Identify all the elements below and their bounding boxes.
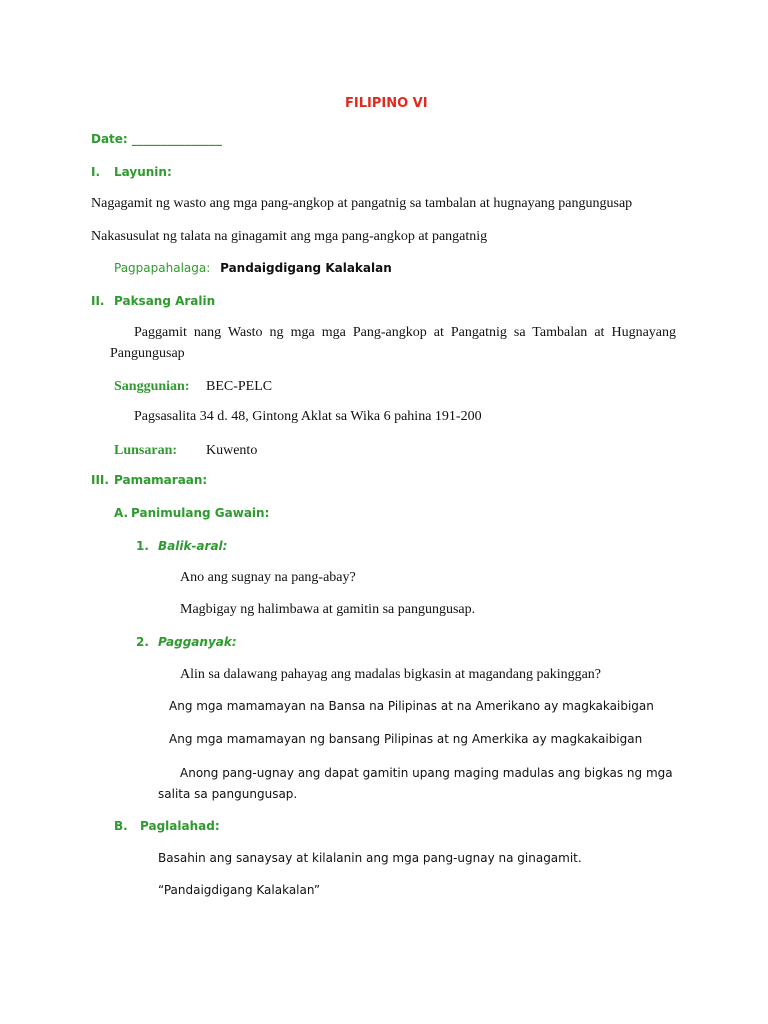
- section-1-numeral: I.: [91, 165, 101, 179]
- reference-row: [114, 376, 272, 396]
- launch-label: Lunsaran:: [114, 443, 178, 458]
- section-3-title: Pamamaraan:: [114, 473, 208, 487]
- section-3-numeral: III.: [91, 473, 109, 487]
- motivation-question: Alin sa dalawang pahayag ang madalas bigkasin at magandang pakinggan?: [180, 667, 602, 682]
- page-title: FILIPINO VI: [345, 96, 428, 111]
- item-2-number: 2.: [136, 635, 149, 649]
- launch-value: Kuwento: [206, 443, 258, 458]
- topic-paragraph: Paggamit nang Wasto ng mga mga Pang-angkop at Pangatnig sa Tambalan at Hugnayang Pangungusap: [110, 325, 676, 361]
- part-b-title: Paglalahad:: [140, 819, 220, 833]
- review-question-2: Magbigay ng halimbawa at gamitin sa pangungusap.: [180, 602, 476, 617]
- section-1-title: Layunin:: [114, 165, 172, 179]
- item-1-label: Balik-aral:: [158, 539, 228, 553]
- example-sentence-2: Ang mga mamamayan ng bansang Pilipinas at ng Amerkika ay magkakaibigan: [169, 732, 643, 746]
- date-label: Date: _______________: [91, 132, 222, 146]
- section-2-title: Paksang Aralin: [114, 294, 216, 308]
- section-2-numeral: II.: [91, 294, 105, 308]
- values-label: Pagpapahalaga:: [114, 261, 211, 275]
- part-a-letter: A.: [114, 506, 129, 520]
- objective-2: Nakasusulat ng talata na ginagamit ang mga pang-angkop at pangatnig: [91, 229, 488, 244]
- item-1-number: 1.: [136, 539, 149, 553]
- objective-1: Nagagamit ng wasto ang mga pang-angkop at pangatnig sa tambalan at hugnayang pangungusap: [91, 196, 633, 211]
- follow-up-question: Anong pang-ugnay ang dapat gamitin upang maging madulas ang bigkas ng mga salita sa pangungusap.: [158, 766, 673, 801]
- launch-row: [114, 440, 257, 460]
- part-b-letter: B.: [114, 819, 128, 833]
- values-row: [114, 261, 392, 275]
- reference-detail: Pagsasalita 34 d. 48, Gintong Aklat sa Wika 6 pahina 191-200: [134, 409, 482, 424]
- values-text: Pandaigdigang Kalakalan: [220, 261, 392, 275]
- item-2-label: Pagganyak:: [158, 635, 237, 649]
- presentation-instruction: Basahin ang sanaysay at kilalanin ang mga pang-ugnay na ginagamit.: [158, 851, 582, 865]
- reference-value: BEC-PELC: [206, 379, 273, 394]
- essay-title: “Pandaigdigang Kalakalan”: [158, 883, 321, 897]
- example-sentence-1: Ang mga mamamayan na Bansa na Pilipinas at na Amerikano ay magkakaibigan: [169, 699, 654, 713]
- reference-label: Sanggunian:: [114, 379, 190, 394]
- part-a-title: Panimulang Gawain:: [131, 506, 270, 520]
- review-question-1: Ano ang sugnay na pang-abay?: [180, 570, 356, 585]
